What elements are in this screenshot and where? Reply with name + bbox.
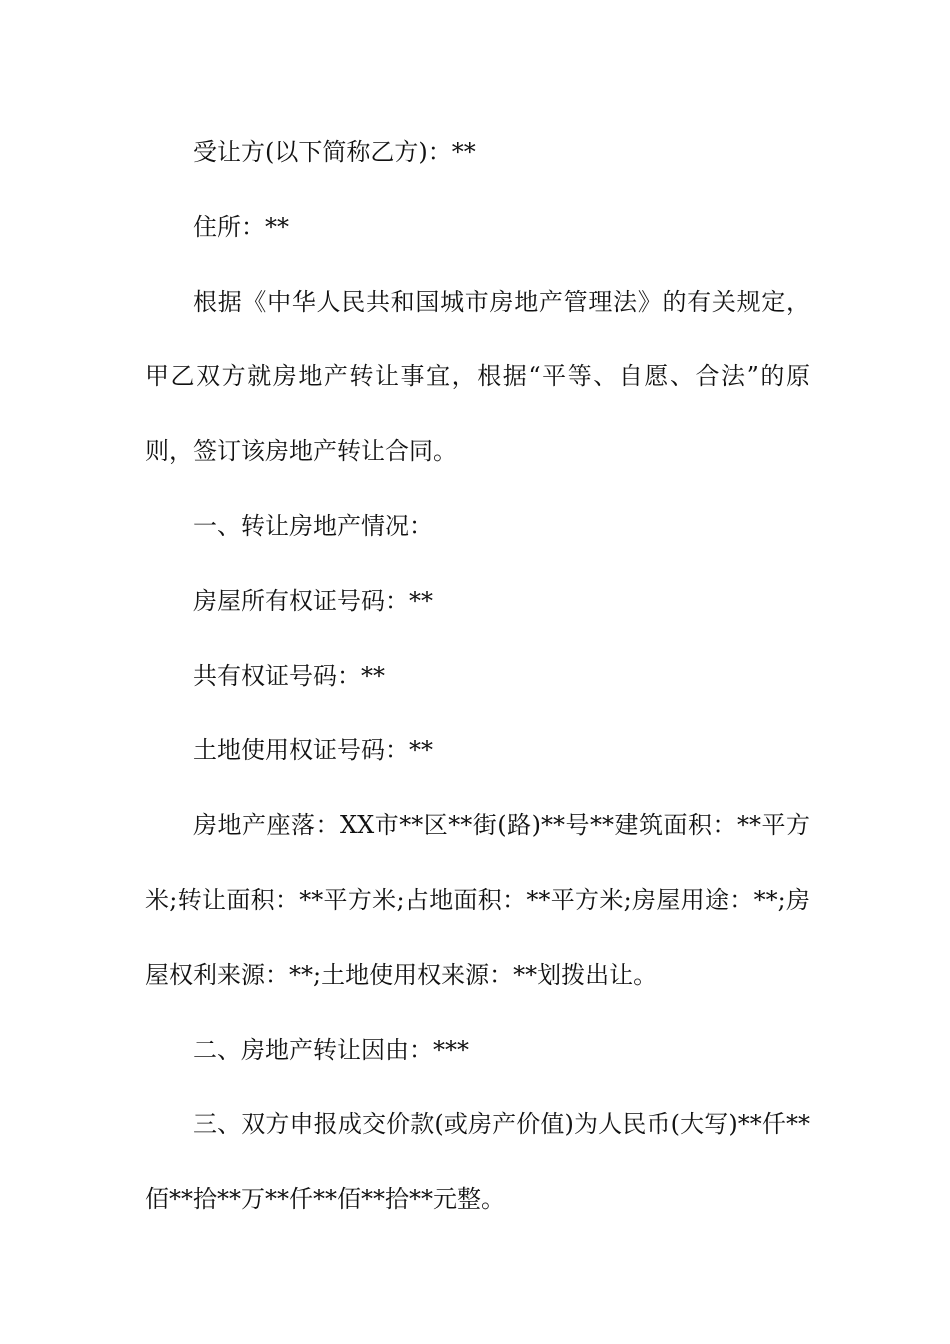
paragraph-property-location: 房地产座落：XX市**区**街(路)**号**建筑面积：**平方米;转让面积：**平方米;占地面积：**平方米;房屋用途：**;房屋权利来源：**;土地使用权来源：**划拨出让。 [145,811,810,989]
section-heading-transaction-price: 三、双方申报成交价款(或房产价值)为人民币(大写)**仟**佰**拾**万**仟**佰**拾**元整。 [145,1110,810,1214]
paragraph-preamble: 根据《中华人民共和国城市房地产管理法》的有关规定，甲乙双方就房地产转让事宜，根据“平等、自愿、合法”的原则，签订该房地产转让合同。 [145,287,810,466]
section-heading-transfer-reason: 二、房地产转让因由：*** [193,1035,469,1064]
paragraph-address: 住所：** [193,212,289,241]
paragraph-co-ownership-cert: 共有权证号码：** [193,661,385,690]
paragraph-land-use-cert: 土地使用权证号码：** [193,736,433,765]
paragraph-transferee: 受让方(以下简称乙方)：** [193,138,476,166]
section-heading-property-info: 一、转让房地产情况： [193,511,433,540]
document-page [145,115,810,1237]
paragraph-ownership-cert: 房屋所有权证号码：** [193,586,433,615]
